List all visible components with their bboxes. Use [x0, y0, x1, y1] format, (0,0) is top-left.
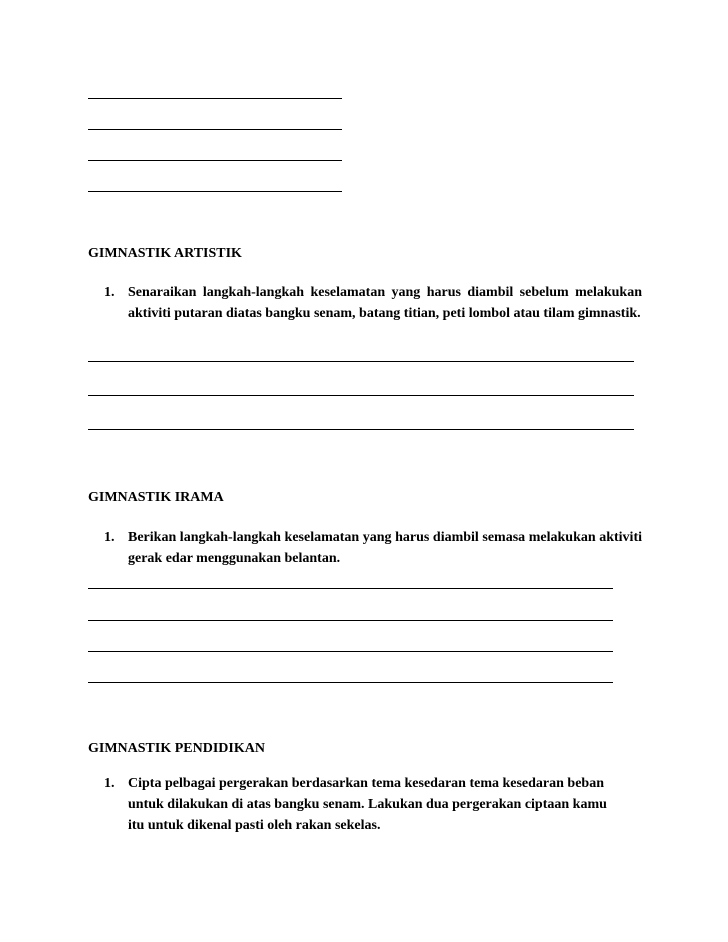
section-title-gimnastik-artistik: GIMNASTIK ARTISTIK [88, 246, 242, 261]
answer-line[interactable] [88, 429, 634, 430]
question-number: 1. [104, 285, 115, 300]
answer-line[interactable] [88, 361, 634, 362]
question-number: 1. [104, 776, 115, 791]
question-text: Cipta pelbagai pergerakan berdasarkan tema kesedaran tema kesedaran beban untuk dilakukan di atas bangku senam. Lakukan dua pergerakan ciptaan kamu itu untuk dikenal pasti oleh rakan sekelas. [128, 776, 607, 833]
section-title-gimnastik-irama: GIMNASTIK IRAMA [88, 490, 224, 505]
question-text: Senaraikan langkah-langkah keselamatan yang harus diambil sebelum melakukan aktiviti putaran diatas bangku senam, batang titian, peti lombol atau tilam gimnastik. [128, 285, 642, 321]
answer-line[interactable] [88, 620, 613, 621]
answer-line[interactable] [88, 651, 613, 652]
question-pendidikan-1 [104, 773, 624, 836]
question-text: Berikan langkah-langkah keselamatan yang harus diambil semasa melakukan aktiviti gerak edar menggunakan belantan. [128, 530, 642, 566]
answer-line[interactable] [88, 160, 342, 161]
answer-line[interactable] [88, 395, 634, 396]
section-title-gimnastik-pendidikan: GIMNASTIK PENDIDIKAN [88, 741, 265, 756]
question-irama-1 [104, 527, 642, 569]
question-artistik-1 [104, 282, 642, 324]
answer-line[interactable] [88, 191, 342, 192]
answer-line[interactable] [88, 682, 613, 683]
answer-line[interactable] [88, 588, 613, 589]
answer-line[interactable] [88, 129, 342, 130]
answer-line[interactable] [88, 98, 342, 99]
question-number: 1. [104, 530, 115, 545]
